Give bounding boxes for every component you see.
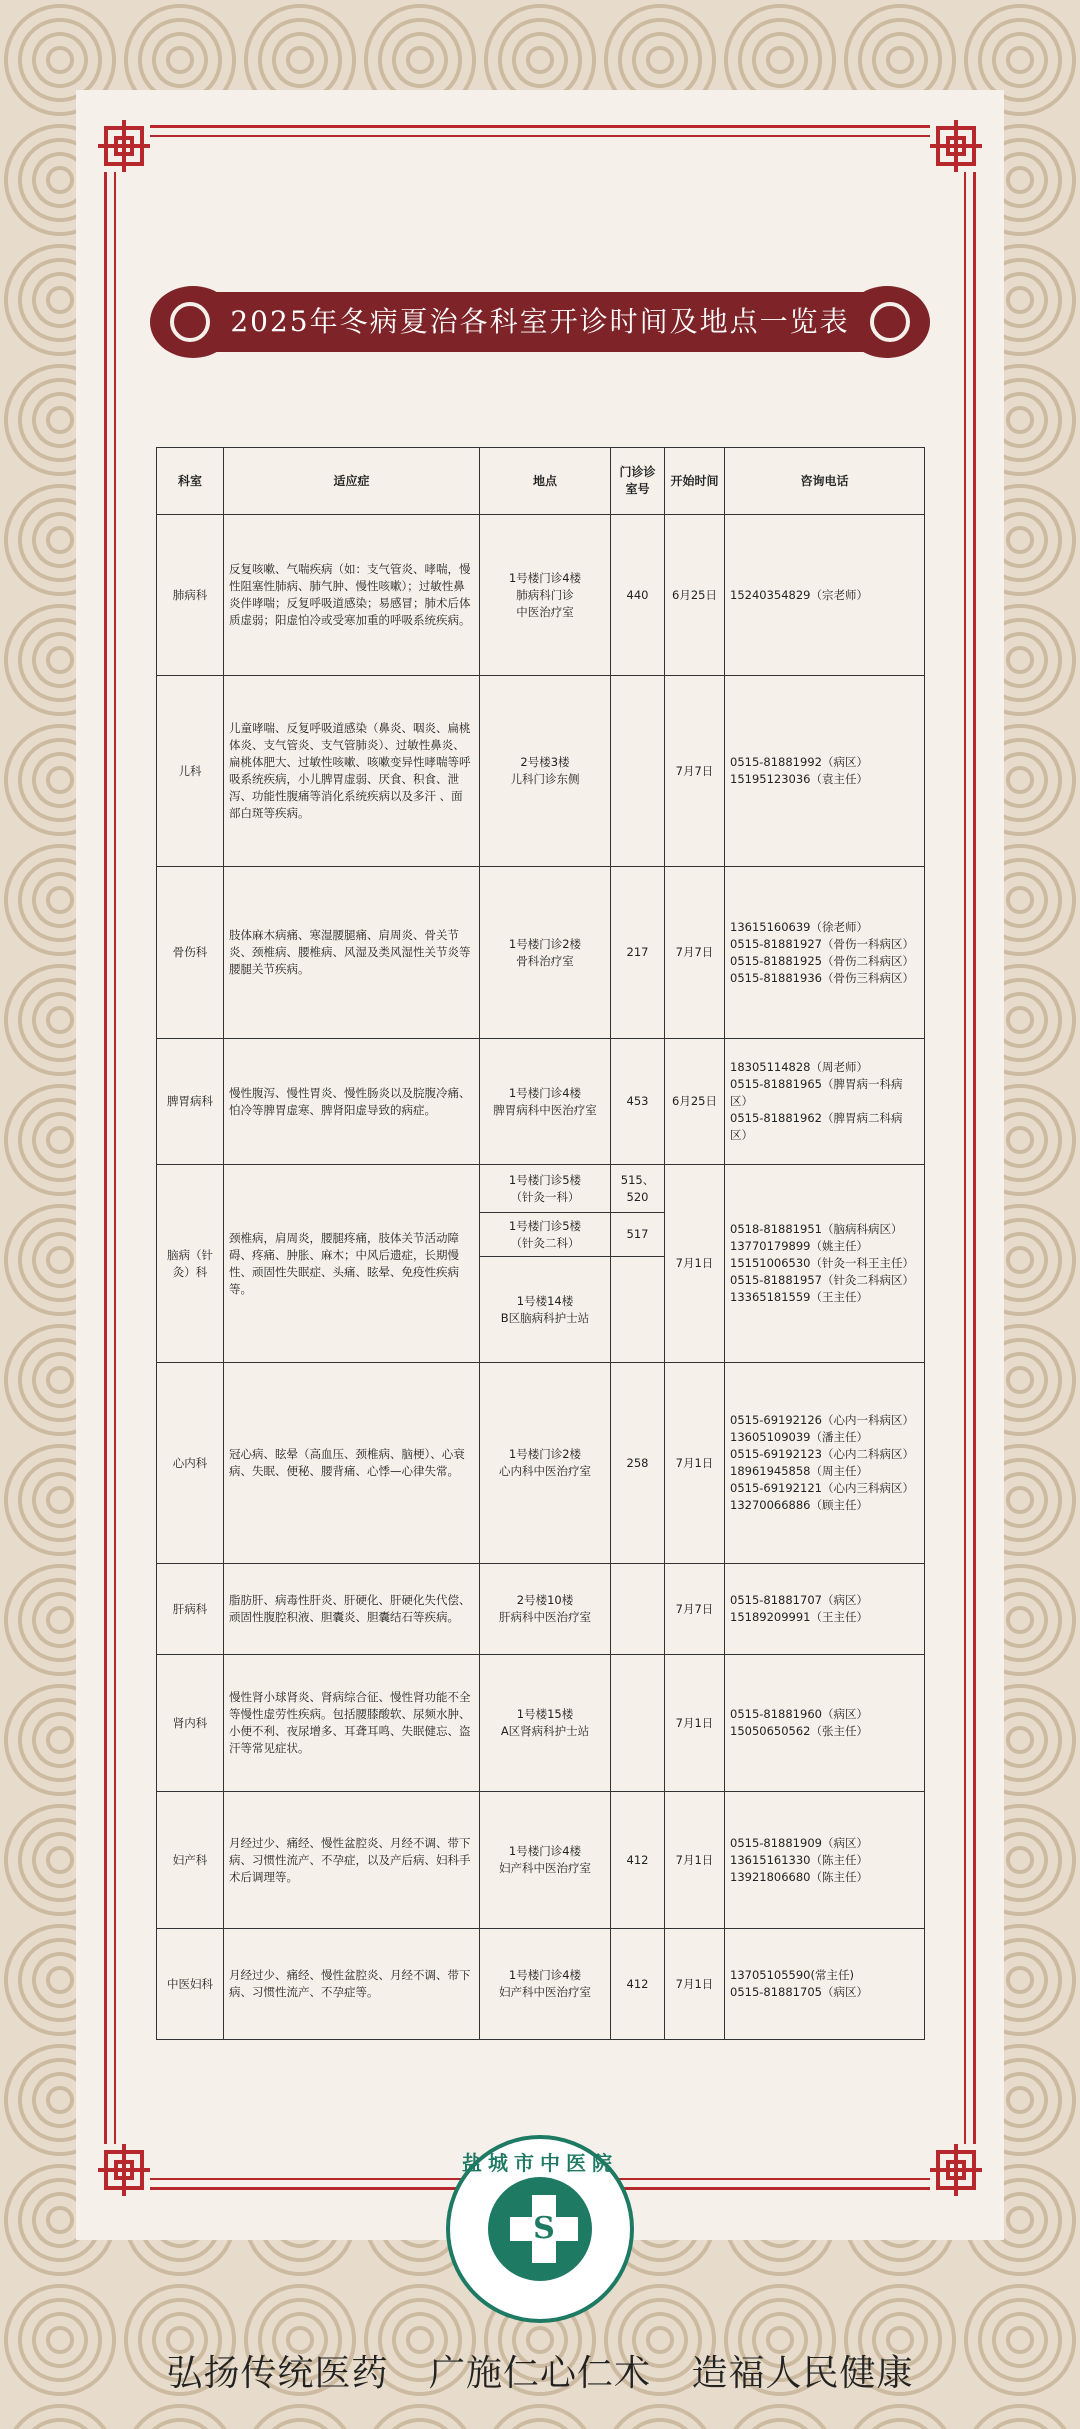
indication-cell: 脂肪肝、病毒性肝炎、肝硬化、肝硬化失代偿、顽固性腹腔积液、胆囊炎、胆囊结石等疾病。: [224, 1564, 480, 1655]
start-cell: 7月1日: [665, 1655, 725, 1792]
page-title: 2025年冬病夏治各科室开诊时间及地点一览表: [230, 305, 850, 338]
room-cell: 258: [611, 1363, 665, 1564]
indication-cell: 冠心病、眩晕（高血压、颈椎病、脑梗）、心衰病、失眠、便秘、腰背痛、心悸—心律失常。: [224, 1363, 480, 1564]
table-row: [157, 1564, 925, 1655]
slogan-part: 广施仁心仁术: [428, 2353, 651, 2394]
start-cell: 7月1日: [665, 1792, 725, 1929]
phone-cell: 18305114828（周老师） 0515-81881965（脾胃病一科病区） 0515-81881962（脾胃病二科病区）: [725, 1039, 925, 1165]
location-cell: 1号楼15楼 A区肾病科护士站: [480, 1655, 611, 1792]
table-row: [157, 1792, 925, 1929]
location-cell: 1号楼门诊4楼 妇产科中医治疗室: [480, 1929, 611, 2040]
phone-cell: 0515-81881992（病区） 15195123036（袁主任）: [725, 676, 925, 867]
slogan: [0, 2345, 1080, 2396]
dept-cell: 脾胃病科: [157, 1039, 224, 1165]
start-cell: 7月7日: [665, 676, 725, 867]
table-header-row: [157, 448, 925, 515]
title-banner: [150, 280, 930, 365]
dept-cell: 妇产科: [157, 1792, 224, 1929]
indication-cell: 月经过少、痛经、慢性盆腔炎、月经不调、带下病、习惯性流产、不孕症等。: [224, 1929, 480, 2040]
header-location: 地点: [480, 448, 611, 515]
table-row: [157, 1165, 925, 1213]
table-row: [157, 1039, 925, 1165]
header-start: 开始时间: [665, 448, 725, 515]
phone-cell: 15240354829（宗老师）: [725, 515, 925, 676]
dept-cell: 脑病（针灸）科: [157, 1165, 224, 1363]
location-cell: 2号楼10楼 肝病科中医治疗室: [480, 1564, 611, 1655]
slogan-part: 弘扬传统医药: [166, 2353, 389, 2394]
room-cell: [611, 1564, 665, 1655]
room-cell: 217: [611, 867, 665, 1039]
corner-knot-icon: [98, 120, 150, 172]
location-cell: 1号楼门诊5楼 （针灸一科）: [480, 1165, 611, 1213]
hospital-logo-icon: S 盐城市中医院: [446, 2135, 634, 2323]
schedule-table: [156, 447, 925, 2040]
slogan-part: 造福人民健康: [691, 2353, 914, 2394]
location-cell: 1号楼门诊2楼 骨科治疗室: [480, 867, 611, 1039]
phone-cell: 0515-69192126（心内一科病区） 13605109039（潘主任） 0515-69192123（心内二科病区） 18961945858（周主任） 0515-69192121（心内三科病区） 13270066886（顾主任）: [725, 1363, 925, 1564]
dept-cell: 中医妇科: [157, 1929, 224, 2040]
dept-cell: 心内科: [157, 1363, 224, 1564]
table-row: [157, 867, 925, 1039]
start-cell: 6月25日: [665, 1039, 725, 1165]
indication-cell: 月经过少、痛经、慢性盆腔炎、月经不调、带下病、习惯性流产、不孕症，以及产后病、妇科手术后调理等。: [224, 1792, 480, 1929]
start-cell: 7月1日: [665, 1165, 725, 1363]
corner-knot-icon: [98, 2144, 150, 2196]
dept-cell: 肝病科: [157, 1564, 224, 1655]
start-cell: 7月1日: [665, 1363, 725, 1564]
dept-cell: 骨伤科: [157, 867, 224, 1039]
phone-cell: 0515-81881909（病区） 13615161330（陈主任） 13921806680（陈主任）: [725, 1792, 925, 1929]
location-cell: 1号楼门诊4楼 脾胃病科中医治疗室: [480, 1039, 611, 1165]
header-dept: 科室: [157, 448, 224, 515]
phone-cell: 13615160639（徐老师） 0515-81881927（骨伤一科病区） 0515-81881925（骨伤二科病区） 0515-81881936（骨伤三科病区）: [725, 867, 925, 1039]
room-cell: 515、520: [611, 1165, 665, 1213]
header-indications: 适应症: [224, 448, 480, 515]
dept-cell: 儿科: [157, 676, 224, 867]
table-row: [157, 515, 925, 676]
indication-cell: 颈椎病，肩周炎，腰腿疼痛，肢体关节活动障碍、疼痛、肿胀、麻木；中风后遗症，长期慢性、顽固性失眠症、头痛、眩晕、免疫性疾病等。: [224, 1165, 480, 1363]
phone-cell: 0515-81881960（病区） 15050650562（张主任）: [725, 1655, 925, 1792]
indication-cell: 慢性肾小球肾炎、肾病综合征、慢性肾功能不全等慢性虚劳性疾病。包括腰膝酸软、尿频水肿、小便不利、夜尿增多、耳聋耳鸣、失眠健忘、盗汗等常见症状。: [224, 1655, 480, 1792]
header-phone: 咨询电话: [725, 448, 925, 515]
phone-cell: 0518-81881951（脑病科病区） 13770179899（姚主任） 15151006530（针灸一科王主任） 0515-81881957（针灸二科病区）13365181559（王主任）: [725, 1165, 925, 1363]
table-row: [157, 676, 925, 867]
room-cell: [611, 1257, 665, 1363]
phone-cell: 0515-81881707（病区） 15189209991（王主任）: [725, 1564, 925, 1655]
start-cell: 7月7日: [665, 867, 725, 1039]
indication-cell: 反复咳嗽、气喘疾病（如：支气管炎、哮喘，慢性阻塞性肺病、肺气肿、慢性咳嗽）；过敏性鼻炎伴哮喘；反复呼吸道感染；易感冒；肺术后体质虚弱；阳虚怕冷或受寒加重的呼吸系统疾病。: [224, 515, 480, 676]
room-cell: 453: [611, 1039, 665, 1165]
phone-cell: 13705105590(常主任) 0515-81881705（病区）: [725, 1929, 925, 2040]
room-cell: 412: [611, 1929, 665, 2040]
location-cell: 1号楼门诊4楼 肺病科门诊 中医治疗室: [480, 515, 611, 676]
table-row: [157, 1655, 925, 1792]
header-room: 门诊诊室号: [611, 448, 665, 515]
location-cell: 2号楼3楼 儿科门诊东侧: [480, 676, 611, 867]
start-cell: 7月1日: [665, 1929, 725, 2040]
room-cell: 517: [611, 1213, 665, 1257]
indication-cell: 慢性腹泻、慢性胃炎、慢性肠炎以及脘腹冷痛、怕冷等脾胃虚寒、脾肾阳虚导致的病症。: [224, 1039, 480, 1165]
location-cell: 1号楼门诊4楼 妇产科中医治疗室: [480, 1792, 611, 1929]
start-cell: 7月7日: [665, 1564, 725, 1655]
location-cell: 1号楼门诊2楼 心内科中医治疗室: [480, 1363, 611, 1564]
table-row: [157, 1929, 925, 2040]
table-row: [157, 1363, 925, 1564]
start-cell: 6月25日: [665, 515, 725, 676]
dept-cell: 肺病科: [157, 515, 224, 676]
dept-cell: 肾内科: [157, 1655, 224, 1792]
room-cell: [611, 676, 665, 867]
location-cell: 1号楼门诊5楼 （针灸二科）: [480, 1213, 611, 1257]
indication-cell: 儿童哮喘、反复呼吸道感染（鼻炎、咽炎、扁桃体炎、支气管炎、支气管肺炎）、过敏性鼻炎、扁桃体肥大、过敏性咳嗽、咳嗽变异性哮喘等呼吸系统疾病，小儿脾胃虚弱、厌食、积食、泄泻、功能性腹痛等消化系统疾病以及多汗 、面部白斑等疾病。: [224, 676, 480, 867]
room-cell: 440: [611, 515, 665, 676]
corner-knot-icon: [930, 2144, 982, 2196]
room-cell: 412: [611, 1792, 665, 1929]
location-cell: 1号楼14楼 B区脑病科护士站: [480, 1257, 611, 1363]
indication-cell: 肢体麻木病痛、寒湿腰腿痛、肩周炎、骨关节炎、颈椎病、腰椎病、风湿及类风湿性关节炎等腰腿关节疾病。: [224, 867, 480, 1039]
logo-name: 盐城市中医院: [462, 2151, 618, 2175]
room-cell: [611, 1655, 665, 1792]
corner-knot-icon: [930, 120, 982, 172]
